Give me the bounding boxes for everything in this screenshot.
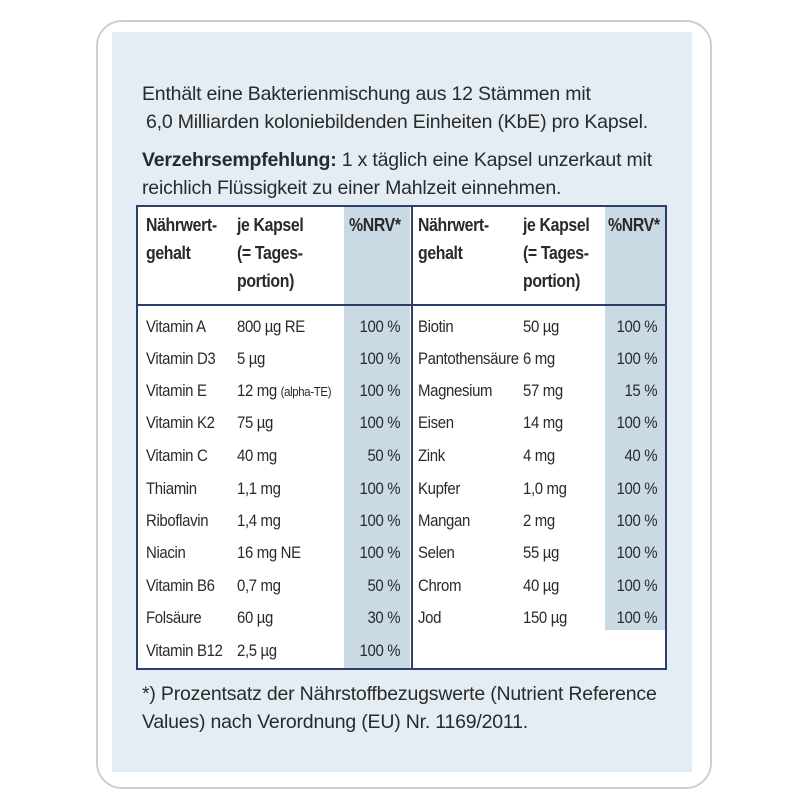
row-name: Vitamin D3 (146, 349, 216, 368)
footnote-line-1: *) Prozentsatz der Nährstoffbezugswerte (Nutrient Reference (142, 683, 657, 705)
row-amount: 2 mg (523, 511, 555, 530)
header-nutrient-right: Nährwert- gehalt (418, 215, 489, 263)
header-divider (138, 304, 665, 306)
row-nrv: 100 % (359, 413, 400, 432)
row-name: Thiamin (146, 479, 197, 498)
row-amount: 1,0 mg (523, 479, 567, 498)
row-name: Biotin (418, 317, 454, 336)
row-name: Magnesium (418, 381, 493, 400)
row-nrv: 100 % (616, 479, 657, 498)
header-amount-left: je Kapsel (= Tages- portion) (237, 215, 304, 291)
intro-line-2: 6,0 Milliarden koloniebildenden Einheiten (KbE) pro Kapsel. (146, 111, 649, 133)
row-amount: 12 mg (alpha-TE) (237, 381, 332, 400)
row-amount: 1,1 mg (237, 479, 281, 498)
row-nrv: 40 % (624, 446, 657, 465)
row-amount: 2,5 µg (237, 641, 277, 660)
header-nutrient-left: Nährwert- gehalt (146, 215, 217, 263)
center-divider (411, 207, 413, 668)
row-name: Jod (418, 608, 442, 627)
row-amount: 40 µg (523, 576, 559, 595)
row-amount: 55 µg (523, 543, 559, 562)
intro-line-1: Enthält eine Bakterienmischung aus 12 Stämmen mit (142, 83, 591, 105)
row-nrv: 100 % (616, 608, 657, 627)
row-amount: 50 µg (523, 317, 559, 336)
row-nrv: 50 % (367, 446, 400, 465)
row-nrv: 100 % (616, 576, 657, 595)
row-name: Vitamin K2 (146, 413, 215, 432)
row-name: Selen (418, 543, 455, 562)
row-name: Folsäure (146, 608, 202, 627)
row-name: Eisen (418, 413, 454, 432)
intro-text (142, 80, 682, 136)
row-amount: 57 mg (523, 381, 563, 400)
row-name: Zink (418, 446, 445, 465)
nrv-column-left-shade (344, 207, 410, 668)
row-name: Niacin (146, 543, 186, 562)
row-amount: 75 µg (237, 413, 273, 432)
row-name: Vitamin B6 (146, 576, 215, 595)
row-name: Chrom (418, 576, 462, 595)
row-amount: 6 mg (523, 349, 555, 368)
row-amount-note: (alpha-TE) (280, 384, 332, 399)
intake-label: Verzehrsempfehlung: (142, 149, 337, 171)
row-name: Vitamin E (146, 381, 207, 400)
row-nrv: 15 % (624, 381, 657, 400)
footnote-line-2: Values) nach Verordnung (EU) Nr. 1169/2011. (142, 711, 528, 733)
intake-line-2: reichlich Flüssigkeit zu einer Mahlzeit einnehmen. (142, 177, 562, 199)
row-amount: 40 mg (237, 446, 277, 465)
row-amount: 4 mg (523, 446, 555, 465)
footnote (142, 680, 702, 736)
header-nrv-left: %NRV* (349, 215, 401, 235)
row-name: Vitamin C (146, 446, 208, 465)
header-nrv-right: %NRV* (608, 215, 660, 235)
row-amount: 14 mg (523, 413, 563, 432)
row-nrv: 100 % (616, 543, 657, 562)
header-amount-right: je Kapsel (= Tages- portion) (523, 215, 590, 291)
row-nrv: 100 % (616, 413, 657, 432)
row-nrv: 100 % (359, 317, 400, 336)
row-name: Mangan (418, 511, 470, 530)
row-name: Riboflavin (146, 511, 209, 530)
intake-recommendation (142, 146, 682, 202)
row-amount: 1,4 mg (237, 511, 281, 530)
row-nrv: 50 % (367, 576, 400, 595)
row-name: Vitamin B12 (146, 641, 223, 660)
row-amount: 5 µg (237, 349, 266, 368)
row-amount: 60 µg (237, 608, 273, 627)
row-nrv: 100 % (359, 479, 400, 498)
row-nrv: 100 % (359, 511, 400, 530)
intake-line-1: 1 x täglich eine Kapsel unzerkaut mit (336, 149, 652, 171)
nutrition-table (136, 205, 667, 670)
row-amount: 0,7 mg (237, 576, 281, 595)
row-nrv: 100 % (359, 543, 400, 562)
row-name: Vitamin A (146, 317, 206, 336)
row-nrv: 30 % (367, 608, 400, 627)
row-amount: 150 µg (523, 608, 567, 627)
row-nrv: 100 % (359, 381, 400, 400)
row-nrv: 100 % (616, 511, 657, 530)
row-nrv: 100 % (359, 349, 400, 368)
row-amount: 16 mg NE (237, 543, 301, 562)
row-nrv: 100 % (616, 349, 657, 368)
row-nrv: 100 % (616, 317, 657, 336)
row-nrv: 100 % (359, 641, 400, 660)
row-amount: 800 µg RE (237, 317, 305, 336)
row-name: Kupfer (418, 479, 460, 498)
row-name: Pantothensäure (418, 349, 519, 368)
